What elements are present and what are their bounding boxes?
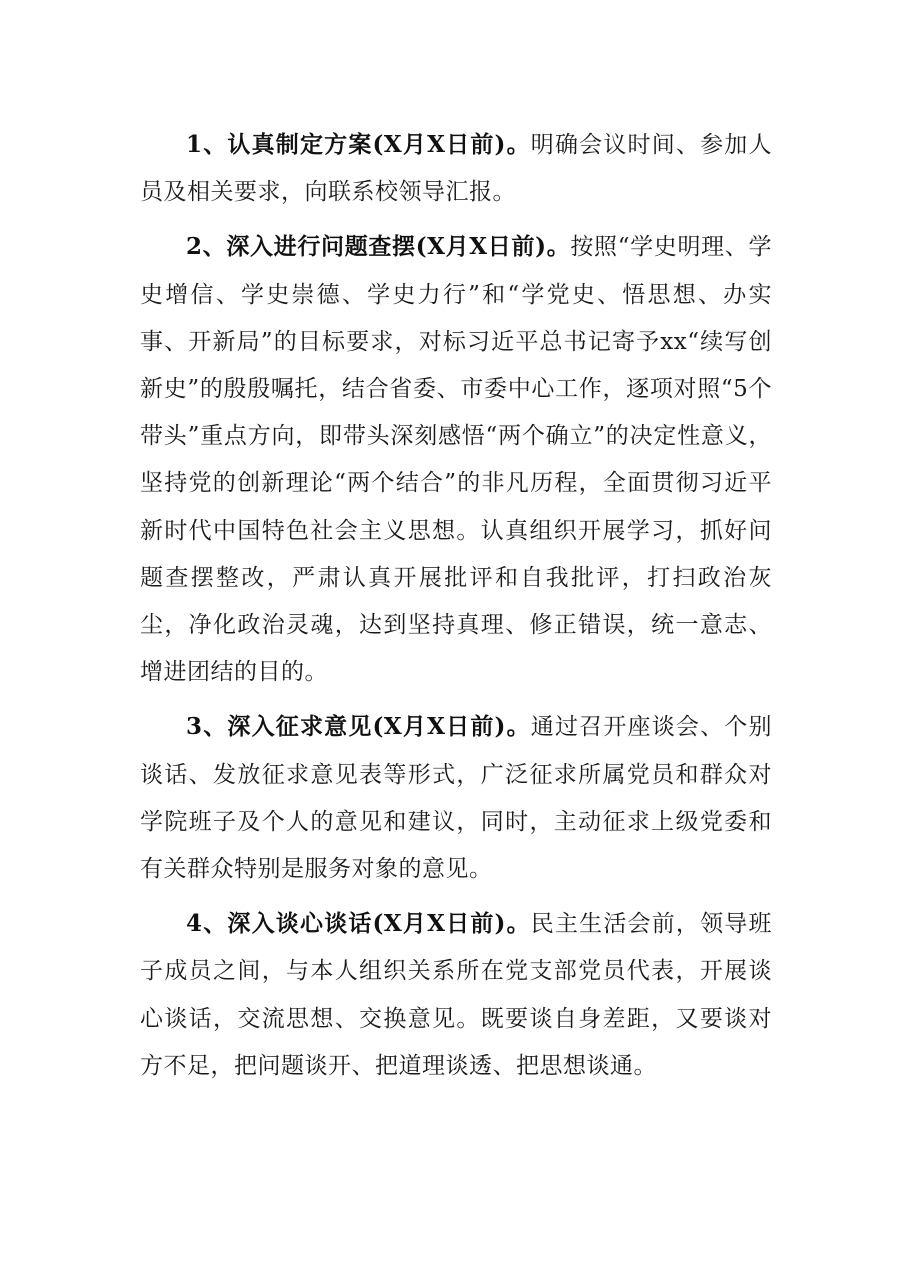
paragraph-1 (140, 121, 772, 216)
paragraph-3 (140, 703, 772, 893)
paragraph-2-heading: 2、深入进行问题查摆(X月X日前)。 (186, 233, 571, 261)
paragraph-4-heading: 4、深入谈心谈话(X月X日前)。 (186, 910, 531, 938)
paragraph-4-body: 民主生活会前，领导班子成员之间，与本人组织关系所在党支部党员代表，开展谈心谈话，交流思想、交换意见。既要谈自身差距，又要谈对方不足，把问题谈开、把道理谈透、把思想谈通。 (140, 911, 772, 1079)
paragraph-4 (140, 900, 772, 1090)
paragraph-2-body: 按照“学史明理、学史增信、学史崇德、学史力行”和“学党史、悟思想、办实事、开新局”的目标要求，对标习近平总书记寄予xx“续写创新史”的殷殷嘱托，结合省委、市委中心工作，逐项对照“5个带头”重点方向，即带头深刻感悟“两个确立”的决定性意义，坚持党的创新理论“两个结合”的非凡历程，全面贯彻习近平新时代中国特色社会主义思想。认真组织开展学习，抓好问题查摆整改，严肃认真开展批评和自我批评，打扫政治灰尘，净化政治灵魂，达到坚持真理、修正错误，统一意志、增进团结的目的。 (140, 234, 772, 686)
paragraph-2 (140, 223, 772, 696)
paragraph-3-heading: 3、深入征求意见(X月X日前)。 (186, 713, 531, 741)
document-body (140, 121, 772, 1097)
paragraph-1-body: 明确会议时间、参加人员及相关要求，向联系校领导汇报。 (140, 132, 772, 206)
paragraph-3-body: 通过召开座谈会、个别谈话、发放征求意见表等形式，广泛征求所属党员和群众对学院班子及个人的意见和建议，同时，主动征求上级党委和有关群众特别是服务对象的意见。 (140, 714, 772, 883)
paragraph-1-heading: 1、认真制定方案(X月X日前)。 (186, 131, 531, 158)
